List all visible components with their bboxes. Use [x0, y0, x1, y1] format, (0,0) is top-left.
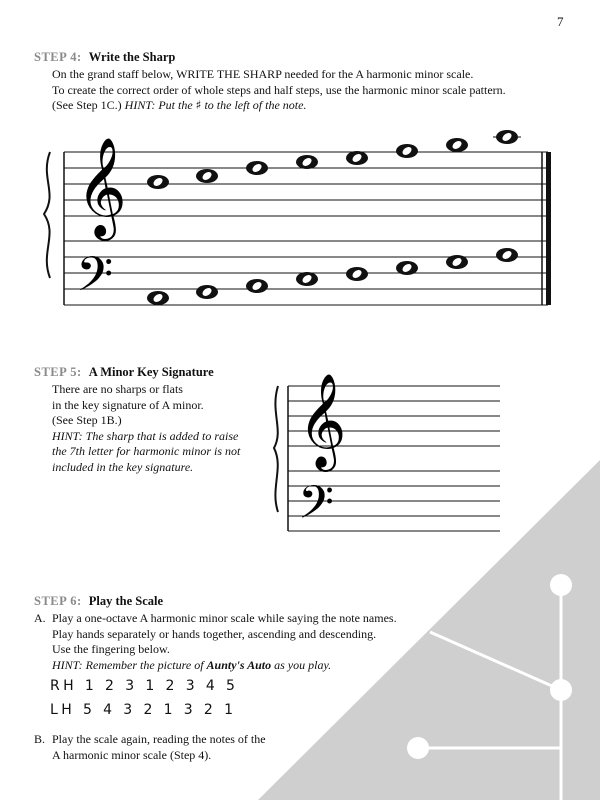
- step5-body: [52, 382, 240, 475]
- whole-note: [147, 175, 169, 189]
- brace: [44, 152, 50, 278]
- whole-note: [346, 267, 368, 281]
- step4-line1: On the grand staff below, WRITE THE SHARP needed for the A harmonic minor scale.: [52, 67, 474, 81]
- step6-hint-prefix: HINT: Remember the picture of: [52, 657, 204, 672]
- step5-hint1: HINT: The sharp that is added to raise: [52, 428, 239, 443]
- step5-line2: in the key signature of A minor.: [52, 397, 204, 412]
- step6-a-line2: Play hands separately or hands together, ascending and descending.: [52, 626, 377, 641]
- step6-label: STEP 6:: [34, 594, 82, 608]
- step4-hint: [125, 98, 307, 112]
- step5-line1: There are no sharps or flats: [52, 382, 183, 396]
- step6-a-marker: A.: [34, 611, 46, 625]
- step4-body: [52, 67, 506, 114]
- sharp-icon: ♯: [195, 98, 202, 112]
- step5-heading: [34, 365, 214, 380]
- step6-a-line3: Use the fingering below.: [52, 642, 170, 656]
- step6-b-line2: A harmonic minor scale (Step 4).: [52, 747, 212, 762]
- step6-a-body: [52, 611, 397, 673]
- step5-hint3: included in the key signature.: [52, 459, 194, 474]
- step4-label: STEP 4:: [34, 50, 82, 64]
- brace: [274, 386, 278, 512]
- step4-heading: [34, 50, 175, 65]
- lh-fingering: LH 5 4 3 2 1 3 2 1: [50, 702, 237, 718]
- step4-line3: (See Step 1C.): [52, 98, 122, 112]
- step4-title: Write the Sharp: [88, 50, 176, 64]
- whole-note: [446, 138, 468, 152]
- bass-clef-icon: 𝄢: [76, 246, 114, 314]
- bass-clef-icon: 𝄢: [298, 476, 335, 541]
- treble-clef-icon: 𝄞: [76, 137, 127, 237]
- step5-hint2: the 7th letter for harmonic minor is not: [52, 444, 241, 458]
- step6-heading: [34, 594, 163, 609]
- whole-note: [446, 255, 468, 269]
- decor-circle-top: [550, 574, 572, 596]
- final-barline-thick: [546, 152, 551, 305]
- step5-title: A Minor Key Signature: [88, 365, 214, 379]
- step5-line3: (See Step 1B.): [52, 413, 122, 427]
- step6-b-line1: Play the scale again, reading the notes of the: [52, 732, 266, 746]
- whole-note: [246, 161, 268, 175]
- decor-circle-mid: [550, 679, 572, 701]
- step6-title: Play the Scale: [88, 594, 164, 608]
- whole-note: [396, 144, 418, 158]
- step6-b-body: [52, 732, 266, 763]
- rh-fingering: RH 1 2 3 1 2 3 4 5: [50, 678, 239, 694]
- whole-note: [296, 272, 318, 286]
- step6-a-hint: [52, 658, 397, 674]
- whole-note: [196, 169, 218, 183]
- decor-circle-left: [407, 737, 429, 759]
- whole-note: [246, 279, 268, 293]
- whole-note: [496, 248, 518, 262]
- step4-line2: To create the correct order of whole steps and half steps, use the harmonic minor scale pattern.: [52, 82, 506, 97]
- whole-note: [396, 261, 418, 275]
- step4-hint-suffix: to the left of the note.: [204, 98, 307, 112]
- step4-line3-row: [52, 98, 506, 114]
- treble-clef-icon: 𝄞: [298, 373, 347, 468]
- step6-hint-bold: Aunty's Auto: [206, 657, 272, 672]
- grand-staff-step5: [268, 372, 508, 552]
- treble-notes: [147, 130, 521, 189]
- whole-note: [496, 130, 518, 144]
- step6-a-line1: Play a one-octave A harmonic minor scale while saying the note names.: [52, 611, 397, 625]
- page-number: 7: [557, 14, 564, 29]
- step5-label: STEP 5:: [34, 365, 82, 379]
- grand-staff-step4: [0, 118, 600, 318]
- whole-note: [147, 291, 169, 305]
- whole-note: [196, 285, 218, 299]
- step4-hint-prefix: HINT: Put the: [124, 98, 193, 112]
- step6-hint-suffix: as you play.: [274, 657, 332, 672]
- whole-note: [346, 151, 368, 165]
- step6-b-marker: B.: [34, 732, 46, 746]
- whole-note: [296, 155, 318, 169]
